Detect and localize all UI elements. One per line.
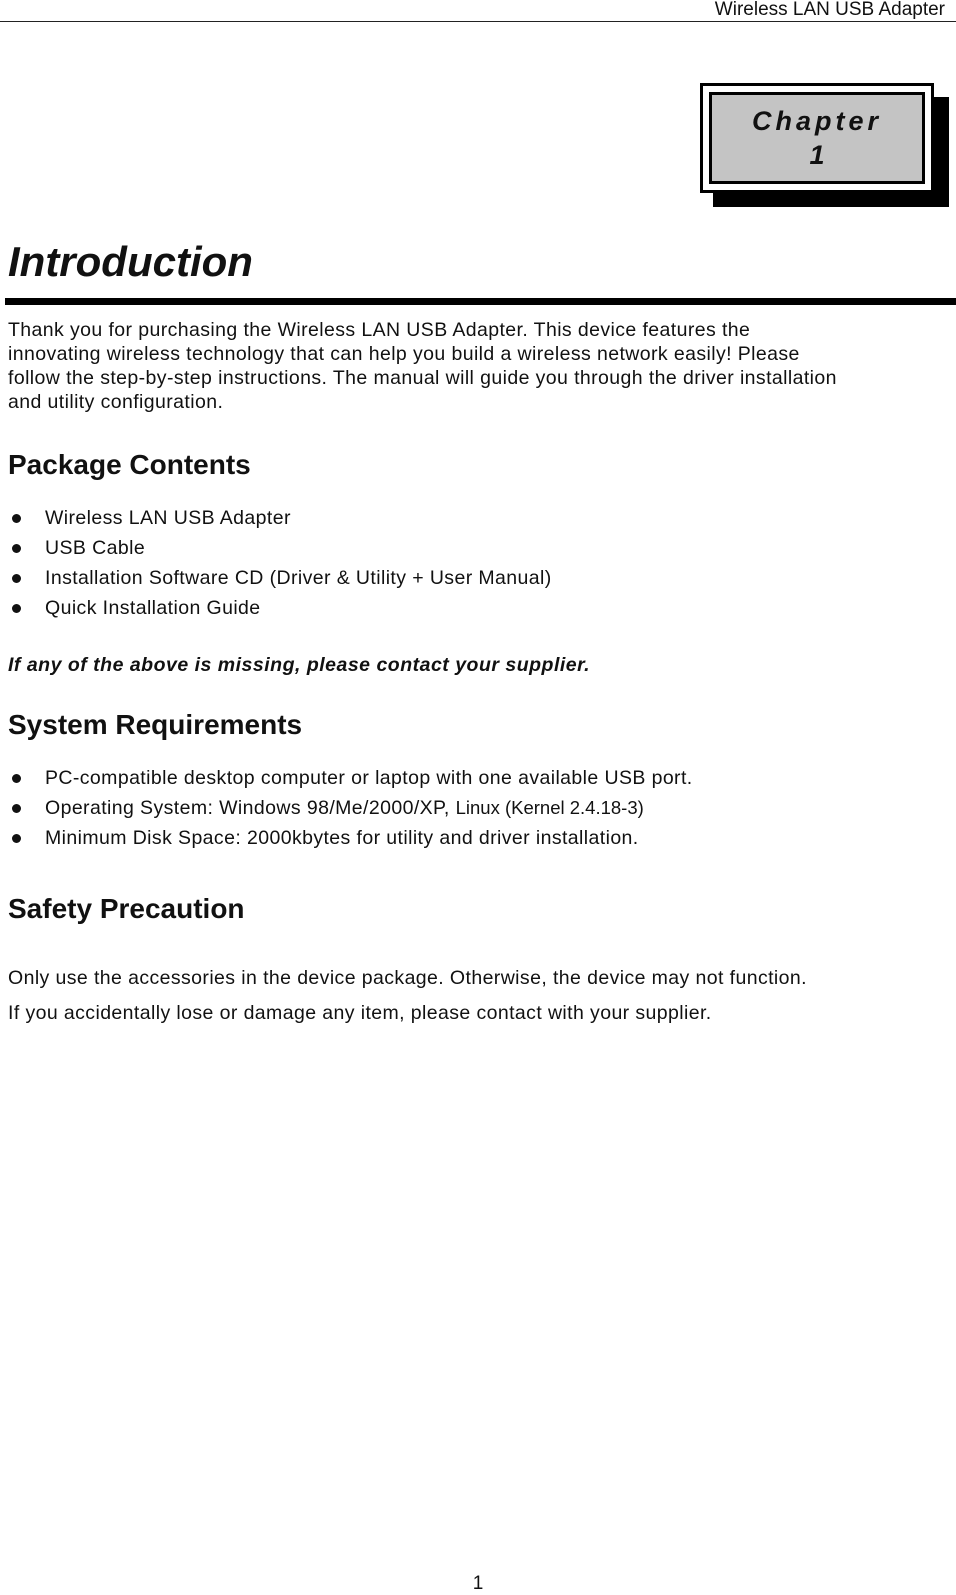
system-requirements-heading: System Requirements	[8, 709, 303, 740]
list-item-text: Installation Software CD (Driver & Utility + User Manual)	[45, 566, 552, 589]
chapter-number: 1	[809, 140, 825, 170]
list-item	[0, 563, 552, 593]
bullet-icon	[12, 804, 21, 813]
package-contents-heading: Package Contents	[8, 449, 251, 480]
running-header: Wireless LAN USB Adapter	[714, 0, 945, 20]
list-item	[0, 823, 693, 853]
bullet-icon	[12, 774, 21, 783]
page-number: 1	[472, 1573, 484, 1594]
chapter-box-inner	[709, 92, 925, 184]
list-item	[0, 533, 552, 563]
intro-line: Thank you for purchasing the Wireless LAN USB Adapter. This device features the	[8, 319, 751, 341]
bullet-icon	[12, 514, 21, 523]
safety-line: Only use the accessories in the device package. Otherwise, the device may not function.	[8, 967, 807, 989]
system-requirements-list	[0, 763, 693, 853]
bullet-icon	[12, 834, 21, 843]
list-item-text: Minimum Disk Space: 2000kbytes for utility and driver installation.	[45, 826, 639, 849]
bullet-icon	[12, 604, 21, 613]
safety-precaution-heading: Safety Precaution	[8, 893, 245, 924]
page-title: Introduction	[8, 238, 253, 285]
intro-line: follow the step-by-step instructions. The manual will guide you through the driver installation	[8, 367, 837, 389]
list-item-text: USB Cable	[45, 536, 146, 559]
intro-line: innovating wireless technology that can help you build a wireless network easily! Please	[8, 343, 800, 365]
list-item	[0, 793, 693, 823]
package-contents-list	[0, 503, 552, 623]
safety-line: If you accidentally lose or damage any item, please contact with your supplier.	[8, 1002, 712, 1024]
intro-line: and utility configuration.	[8, 391, 224, 413]
list-item-text: Operating System: Windows 98/Me/2000/XP,	[45, 796, 450, 819]
list-item-text: Wireless LAN USB Adapter	[45, 506, 291, 529]
bullet-icon	[12, 574, 21, 583]
list-item	[0, 763, 693, 793]
intro-paragraph	[8, 318, 953, 414]
list-item	[0, 593, 552, 623]
bullet-icon	[12, 544, 21, 553]
chapter-label: Chapter	[751, 106, 882, 136]
list-item-text: PC-compatible desktop computer or laptop with one available USB port.	[45, 766, 693, 789]
header-rule	[0, 21, 956, 22]
title-rule	[5, 298, 956, 305]
list-item-text: Quick Installation Guide	[45, 596, 261, 619]
chapter-box	[700, 83, 934, 193]
linux-kernel-text: Linux (Kernel 2.4.18-3)	[455, 797, 644, 818]
missing-items-note: If any of the above is missing, please contact your supplier.	[8, 654, 591, 676]
list-item	[0, 503, 552, 533]
